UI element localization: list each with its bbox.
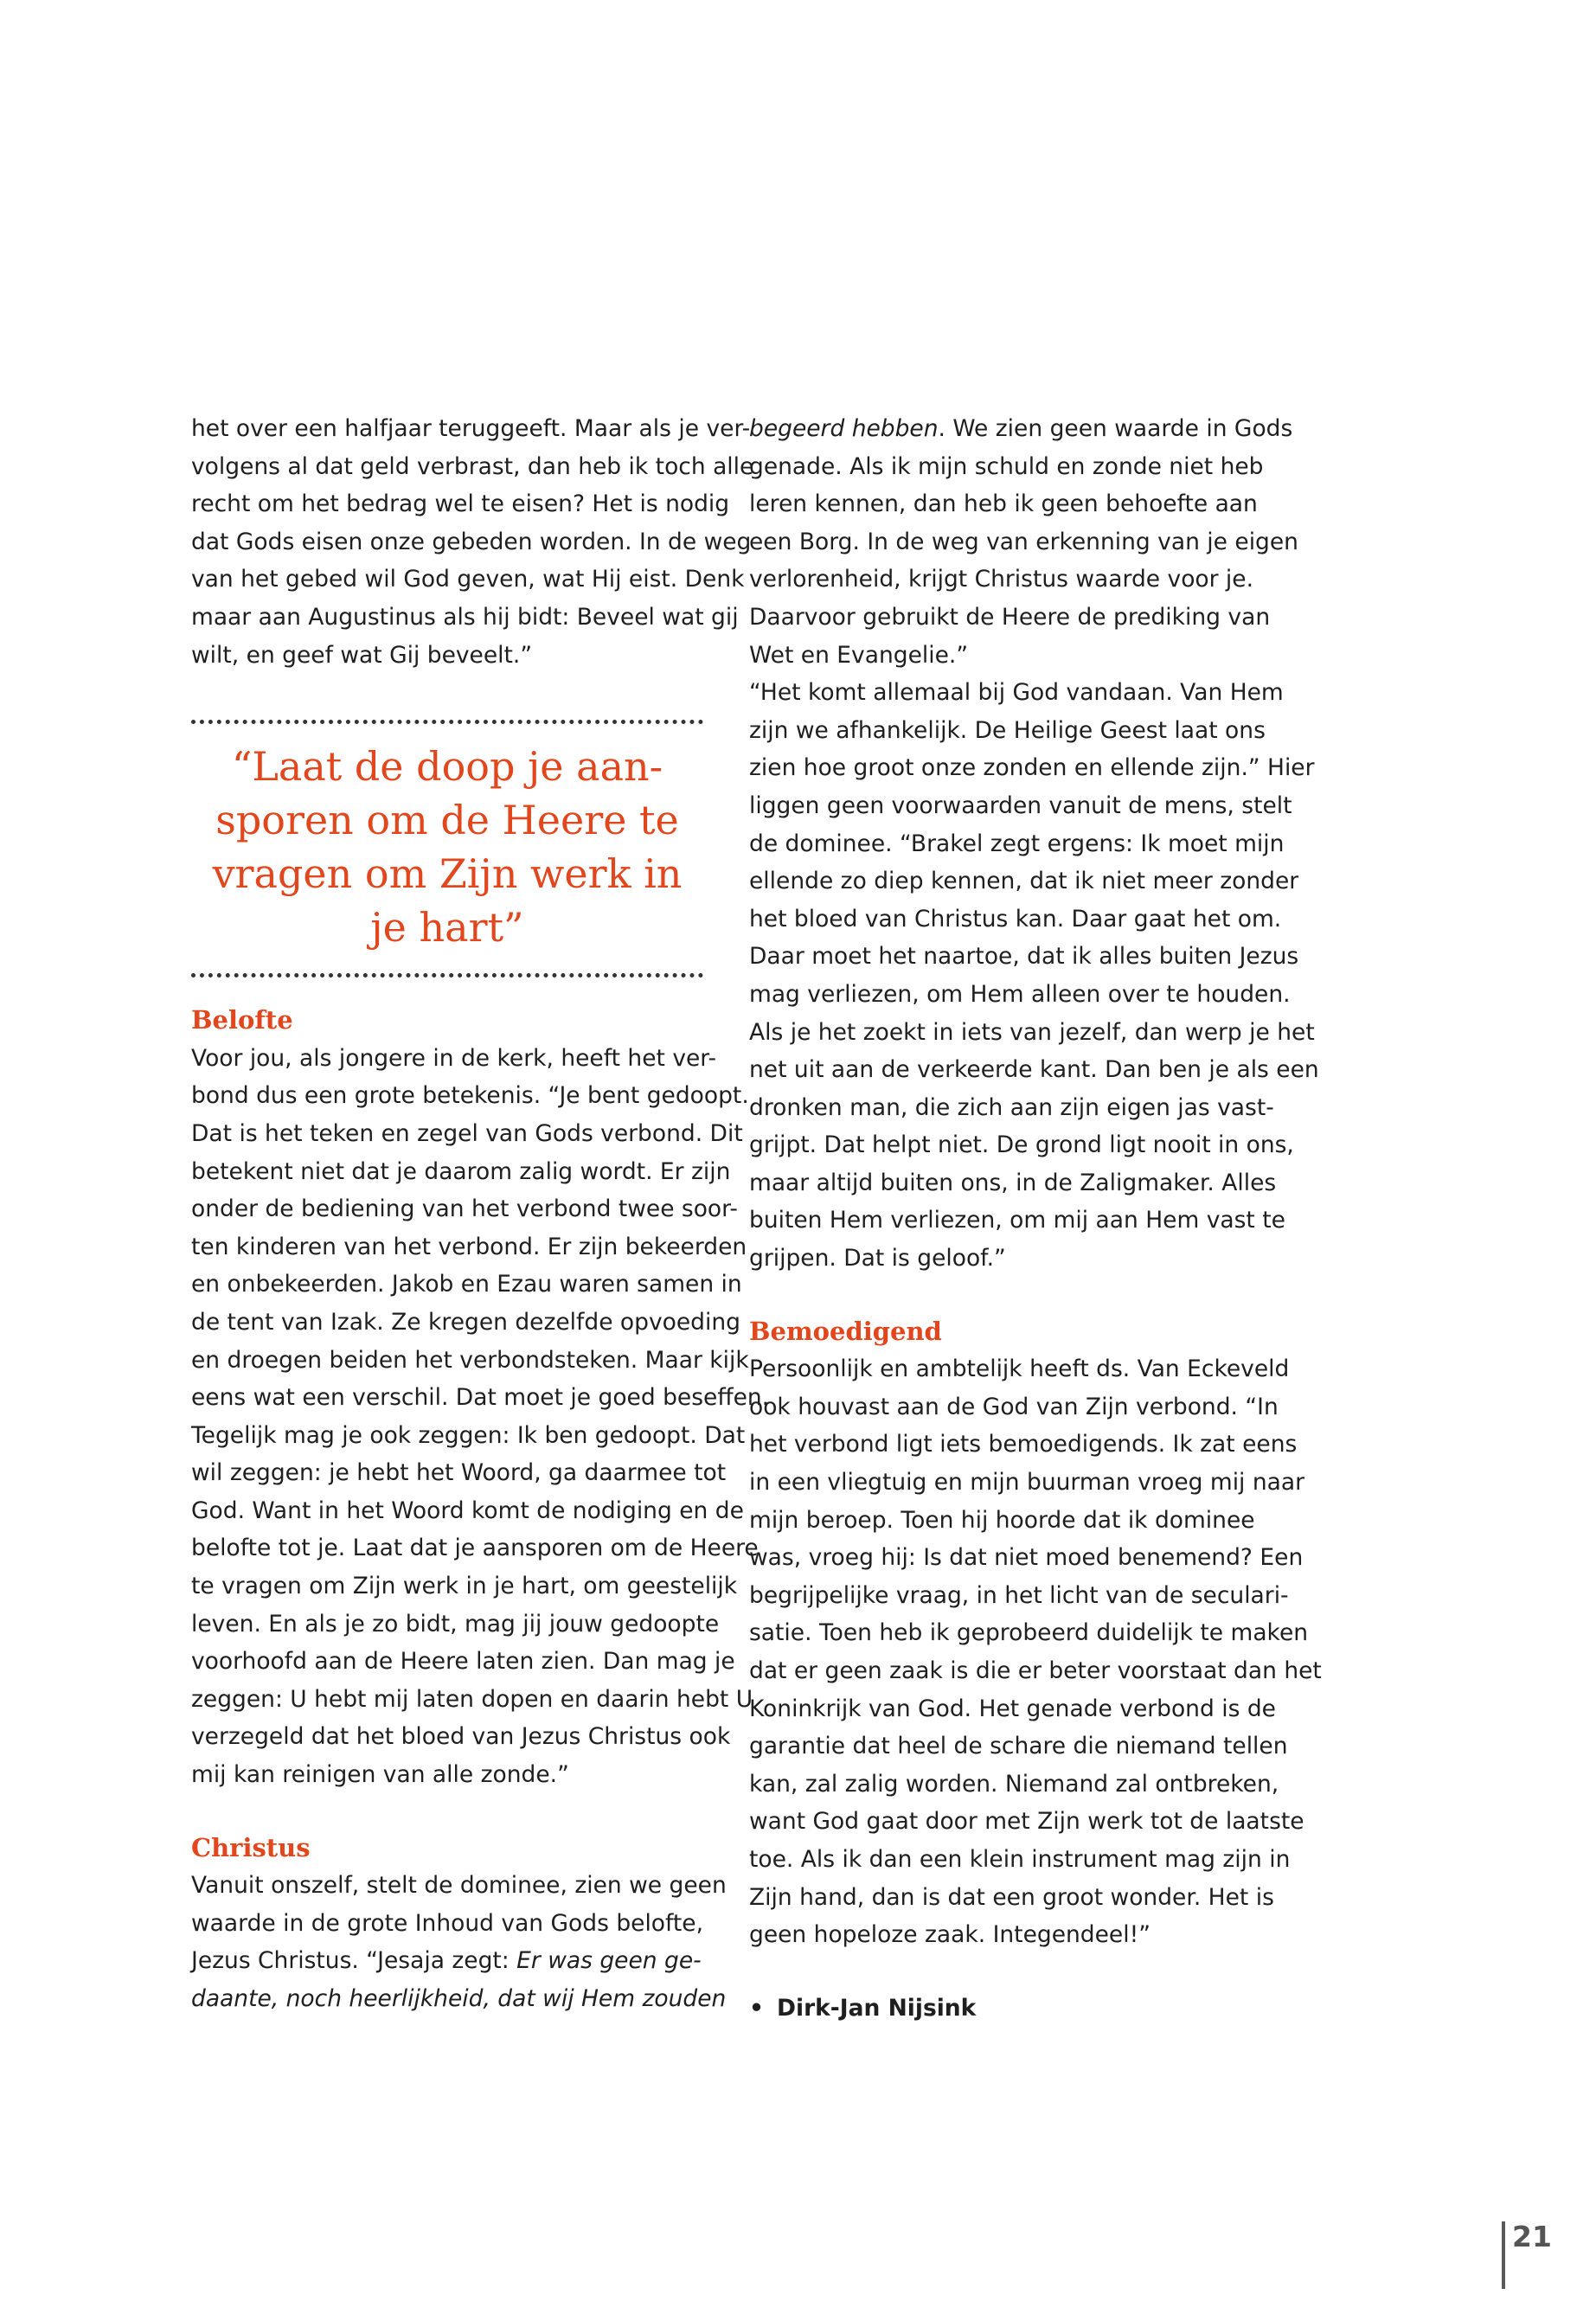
page-number	[1512, 2220, 1552, 2253]
bemoedigend-paragraph	[749, 1350, 1322, 1954]
text-line: “Het komt allemaal bij God vandaan. Van Hem	[749, 679, 1284, 707]
text-line	[191, 1980, 727, 2018]
intro-paragraph	[191, 410, 754, 674]
text-line: maar altijd buiten ons, in de Zaligmaker. Alles	[749, 1169, 1277, 1196]
pull-quote-line: sporen om de Heere te	[215, 797, 679, 844]
text-line: grijpt. Dat helpt niet. De grond ligt nooit in ons,	[749, 1131, 1294, 1159]
text-line: begrijpelijke vraag, in het licht van de seculari-	[749, 1581, 1289, 1609]
section-heading-christus: Christus	[191, 1832, 311, 1862]
text-line: wil zeggen: je hebt het Woord, ga daarmee tot	[191, 1459, 727, 1487]
pull-quote-line: “Laat de doop je aan-	[231, 743, 663, 791]
author-name: Dirk-Jan Nijsink	[777, 1994, 977, 2022]
text-line: zien hoe groot onze zonden en ellende zijn.” Hier	[749, 754, 1315, 782]
text-line: waarde in de grote Inhoud van Gods belofte,	[191, 1909, 704, 1937]
text-line: garantie dat heel de schare die niemand tellen	[749, 1733, 1288, 1760]
text-line: zeggen: U hebt mij laten dopen en daarin hebt U	[191, 1685, 753, 1713]
text-line: verlorenheid, krijgt Christus waarde voor je.	[749, 566, 1254, 593]
text-line: en onbekeerden. Jakob en Ezau waren samen in	[191, 1271, 742, 1298]
christus-continued-paragraph	[749, 410, 1319, 1278]
italic-run: daante, noch heerlijkheid, dat wij Hem zouden	[191, 1985, 727, 2012]
text-line: Wet en Evangelie.”	[749, 641, 969, 669]
text-line	[749, 410, 1293, 448]
page-number-text: 21	[1512, 2220, 1552, 2253]
text-line: leven. En als je zo bidt, mag jij jouw gedoopte	[191, 1610, 720, 1638]
text-line: Dat is het teken en zegel van Gods verbond. Dit	[191, 1119, 743, 1147]
text-line: net uit aan de verkeerde kant. Dan ben je als een	[749, 1056, 1319, 1084]
text-line: mag verliezen, om Hem alleen over te houden.	[749, 980, 1291, 1008]
text-line: volgens al dat geld verbrast, dan heb ik toch alle	[191, 452, 754, 480]
italic-run: Er was geen ge-	[516, 1947, 702, 1975]
text-line: Daarvoor gebruikt de Heere de prediking van	[749, 603, 1271, 631]
text-line: Zijn hand, dan is dat een groot wonder. Het is	[749, 1883, 1274, 1911]
text-line: Persoonlijk en ambtelijk heeft ds. Van Eckeveld	[749, 1356, 1290, 1383]
text-line: leren kennen, dan heb ik geen behoefte aan	[749, 490, 1258, 518]
text-line: Als je het zoekt in iets van jezelf, dan werp je het	[749, 1018, 1315, 1046]
text-line: wilt, en geef wat Gij beveelt.”	[191, 641, 533, 669]
text-line: toe. Als ik dan een klein instrument mag zijn in	[749, 1845, 1291, 1873]
text-line: ook houvast aan de God van Zijn verbond. “In	[749, 1393, 1279, 1420]
text-line: Tegelijk mag je ook zeggen: Ik ben gedoopt. Dat	[191, 1421, 746, 1449]
text-line: dat er geen zaak is die er beter voorstaat dan het	[749, 1657, 1322, 1684]
text-run: . We zien geen waarde in Gods	[938, 415, 1293, 442]
italic-run: begeerd hebben	[749, 415, 939, 442]
text-line: dronken man, die zich aan zijn eigen jas vast-	[749, 1093, 1274, 1121]
text-line: de tent van Izak. Ze kregen dezelfde opvoeding	[191, 1308, 740, 1336]
belofte-paragraph	[191, 1040, 770, 1794]
pull-quote-block	[191, 720, 710, 977]
text-line: Vanuit onszelf, stelt de dominee, zien we geen	[191, 1872, 727, 1900]
text-line: het verbond ligt iets bemoedigends. Ik zat eens	[749, 1431, 1298, 1458]
text-line: van het gebed wil God geven, wat Hij eist. Denk	[191, 566, 745, 593]
text-line	[191, 1942, 710, 1980]
text-line: Voor jou, als jongere in de kerk, heeft het ver-	[191, 1044, 717, 1072]
text-line: Daar moet het naartoe, dat ik alles buiten Jezus	[749, 943, 1299, 971]
pull-quote-line: je hart”	[370, 904, 524, 952]
text-line: het bloed van Christus kan. Daar gaat het om.	[749, 905, 1282, 933]
text-line: een Borg. In de weg van erkenning van je eigen	[749, 528, 1298, 555]
section-heading-belofte: Belofte	[191, 1005, 293, 1035]
text-line: bond dus een grote betekenis. “Je bent gedoopt.	[191, 1082, 749, 1110]
text-line: eens wat een verschil. Dat moet je goed beseffen.	[191, 1384, 770, 1412]
text-line: recht om het bedrag wel te eisen? Het is nodig	[191, 490, 730, 518]
text-line: mij kan reinigen van alle zonde.”	[191, 1761, 569, 1789]
text-line: zijn we afhankelijk. De Heilige Geest laat ons	[749, 716, 1266, 744]
text-line: God. Want in het Woord komt de nodiging en de	[191, 1497, 744, 1524]
dotted-divider-bottom	[191, 973, 703, 977]
text-line: belofte tot je. Laat dat je aansporen om de Heere	[191, 1535, 759, 1562]
text-line: ellende zo diep kennen, dat ik niet meer zonder	[749, 868, 1299, 895]
text-line: de dominee. “Brakel zegt ergens: Ik moet mijn	[749, 830, 1285, 857]
text-line: kan, zal zalig worden. Niemand zal ontbreken,	[749, 1770, 1279, 1798]
text-line: Koninkrijk van God. Het genade verbond is de	[749, 1695, 1276, 1722]
pull-quote	[191, 724, 703, 973]
text-line: maar aan Augustinus als hij bidt: Beveel wat gij	[191, 603, 739, 631]
left-column	[191, 410, 770, 2018]
right-column	[749, 410, 1322, 2027]
text-line: te vragen om Zijn werk in je hart, om geestelijk	[191, 1573, 738, 1600]
text-line: geen hopeloze zaak. Integendeel!”	[749, 1921, 1151, 1949]
text-line: en droegen beiden het verbondsteken. Maar kijk	[191, 1346, 749, 1374]
text-line: liggen geen voorwaarden vanuit de mens, stelt	[749, 792, 1292, 819]
text-run: Jezus Christus. “Jesaja zegt:	[191, 1947, 517, 1975]
text-line: satie. Toen heb ik geprobeerd duidelijk te maken	[749, 1619, 1309, 1647]
text-line: ten kinderen van het verbond. Er zijn bekeerden	[191, 1233, 747, 1260]
text-line: in een vliegtuig en mijn buurman vroeg mij naar	[749, 1469, 1305, 1497]
text-line: verzegeld dat het bloed van Jezus Christus ook	[191, 1723, 731, 1751]
text-line: dat Gods eisen onze gebeden worden. In de weg	[191, 528, 752, 555]
text-line: buiten Hem verliezen, om mij aan Hem vast te	[749, 1207, 1285, 1234]
pull-quote-line: vragen om Zijn werk in	[212, 850, 683, 898]
text-line: was, vroeg hij: Is dat niet moed benemend? Een	[749, 1544, 1304, 1572]
text-line: het over een halfjaar teruggeeft. Maar als je ver-	[191, 415, 751, 442]
text-line: mijn beroep. Toen hij hoorde dat ik dominee	[749, 1506, 1255, 1534]
section-heading-bemoedigend: Bemoedigend	[749, 1316, 942, 1346]
text-line: genade. Als ik mijn schuld en zonde niet heb	[749, 452, 1264, 480]
text-line: betekent niet dat je daarom zalig wordt. Er zijn	[191, 1157, 731, 1185]
page-number-bar	[1502, 2221, 1505, 2289]
author-signature	[749, 1990, 1268, 2028]
christus-paragraph	[191, 1867, 727, 2017]
text-line: onder de bediening van het verbond twee soor-	[191, 1195, 738, 1223]
text-line: voorhoofd aan de Heere laten zien. Dan mag je	[191, 1648, 735, 1676]
text-line: grijpen. Dat is geloof.”	[749, 1245, 1006, 1272]
bullet-icon: •	[749, 1994, 764, 2022]
text-line: want God gaat door met Zijn werk tot de laatste	[749, 1808, 1304, 1836]
